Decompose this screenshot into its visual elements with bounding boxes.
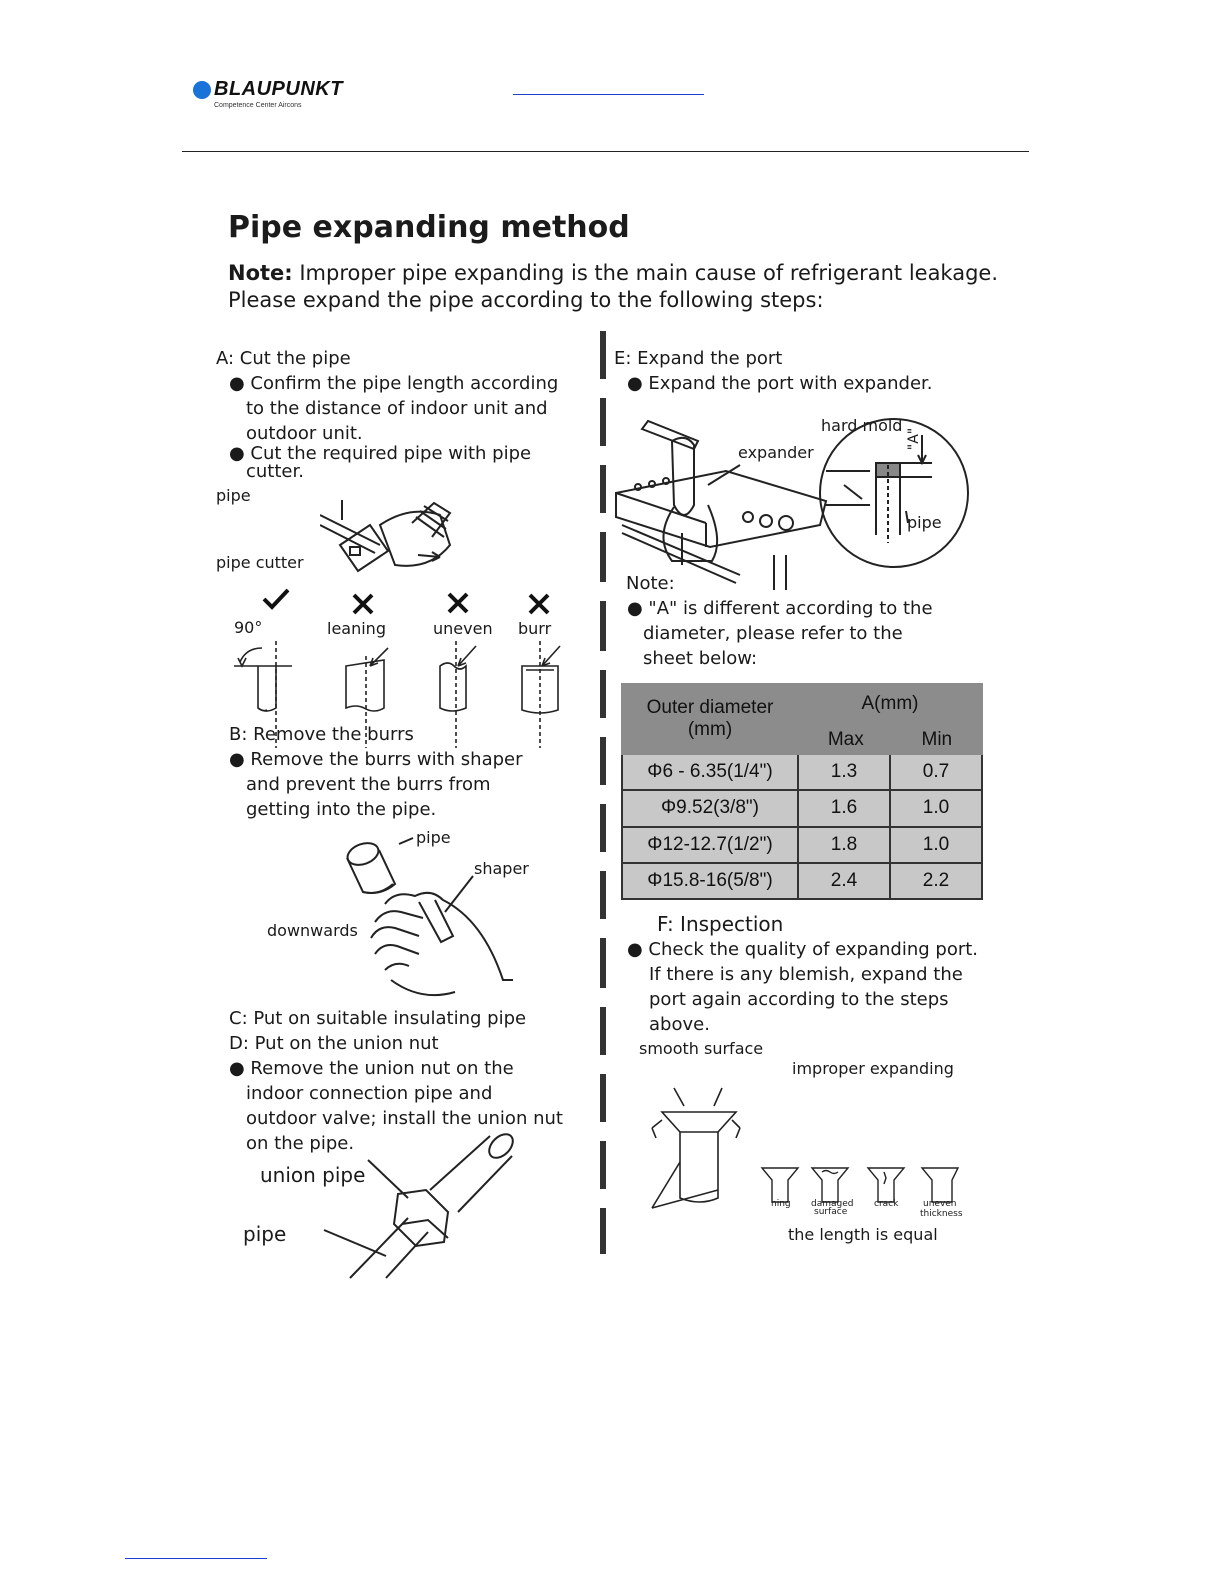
brand-logo: BLAUPUNKT — [214, 78, 343, 100]
table-row — [622, 790, 982, 826]
cell-max: 1.6 — [798, 790, 890, 826]
label-downwards: downwards — [267, 921, 358, 940]
step-b-title: B: Remove the burrs — [229, 724, 414, 745]
table-row — [622, 827, 982, 863]
cross-icon-uneven — [446, 591, 470, 615]
step-f-bullet1-l3: port again according to the steps — [649, 989, 949, 1010]
column-divider — [600, 532, 606, 582]
union-nut-illustration — [290, 1130, 525, 1280]
note-label: Note: — [228, 261, 293, 285]
label-defect-damaged: damaged — [811, 1199, 854, 1209]
expanding-dimension-table — [621, 683, 983, 900]
table-row — [622, 863, 982, 899]
step-d-title: D: Put on the union nut — [229, 1033, 439, 1054]
step-a-title: A: Cut the pipe — [216, 348, 351, 369]
step-e-note-title: Note: — [626, 573, 675, 594]
label-defect-surface: surface — [814, 1207, 848, 1217]
step-a-bullet2-l2: cutter. — [246, 461, 304, 482]
cell-min: 0.7 — [890, 754, 982, 790]
cell-max: 1.3 — [798, 754, 890, 790]
intro-note — [228, 263, 998, 284]
label-burr: burr — [518, 619, 552, 638]
column-divider — [600, 601, 606, 651]
step-a-bullet1-l1: ● Confirm the pipe length according — [229, 373, 559, 394]
column-divider — [600, 737, 606, 785]
cell-min: 1.0 — [890, 790, 982, 826]
column-divider — [600, 1141, 606, 1189]
label-pipe-e: pipe — [907, 513, 942, 532]
label-defect-crack: crack — [874, 1199, 899, 1209]
check-icon — [262, 588, 290, 610]
column-divider — [600, 1208, 606, 1254]
cell-min: 2.2 — [890, 863, 982, 899]
footer-link-underline[interactable] — [125, 1558, 267, 1559]
label-90-degrees: 90° — [234, 618, 263, 637]
header-min: Min — [921, 729, 953, 750]
step-b-bullet1-l2: and prevent the burrs from — [246, 774, 491, 795]
label-uneven: uneven — [433, 619, 493, 638]
label-smooth-surface: smooth surface — [639, 1039, 764, 1058]
expander-illustration — [612, 415, 972, 590]
label-union-pipe: union pipe — [260, 1163, 366, 1187]
label-defect-thickness: thickness — [920, 1209, 963, 1219]
label-pipe-b: pipe — [416, 828, 451, 847]
intro-note-line2: Please expand the pipe according to the following steps: — [228, 288, 824, 312]
header-outer-diameter-label: Outer diameter — [646, 697, 774, 718]
step-a-bullet1-l2: to the distance of indoor unit and — [246, 398, 548, 419]
cell-diameter: Φ12-12.7(1/2") — [622, 827, 798, 863]
brand-logo-dot — [193, 81, 211, 99]
step-d-bullet1-l3: outdoor valve; install the union nut — [246, 1108, 563, 1129]
step-f-bullet1-l4: above. — [649, 1014, 710, 1035]
brand-tagline: Competence Center Aircons — [214, 102, 302, 109]
improper-flare-illustrations — [760, 1164, 970, 1204]
label-leaning: leaning — [327, 619, 386, 638]
step-e-note-l3: sheet below: — [643, 648, 758, 669]
label-length-equal: the length is equal — [788, 1225, 938, 1244]
page-title: Pipe expanding method — [228, 210, 630, 245]
header-a-mm — [798, 684, 982, 754]
label-pipe-a: pipe — [216, 486, 251, 505]
cell-min: 1.0 — [890, 827, 982, 863]
column-divider — [600, 670, 606, 718]
smooth-flare-illustration — [644, 1082, 754, 1212]
label-improper-expanding: improper expanding — [792, 1059, 954, 1078]
shaper-hand-illustration — [335, 830, 515, 1000]
label-shaper: shaper — [474, 859, 529, 878]
label-a: "A" — [906, 427, 923, 451]
header-max: Max — [827, 729, 864, 750]
column-divider — [600, 1074, 606, 1122]
label-expander: expander — [738, 443, 814, 462]
step-a-bullet2-l1: ● Cut the required pipe with pipe — [229, 443, 532, 464]
label-defect-ning: ning — [771, 1199, 791, 1209]
column-divider — [600, 465, 606, 513]
cross-icon-burr — [527, 592, 551, 616]
step-e-bullet1: ● Expand the port with expander. — [627, 373, 933, 394]
column-divider — [600, 804, 606, 852]
header-outer-diameter — [622, 684, 798, 754]
cell-max: 2.4 — [798, 863, 890, 899]
step-a-bullet1-l3: outdoor unit. — [246, 423, 363, 444]
label-pipe-d: pipe — [243, 1222, 287, 1246]
cell-diameter: Φ15.8-16(5/8") — [622, 863, 798, 899]
header-divider — [182, 151, 1029, 152]
step-c-title: C: Put on suitable insulating pipe — [229, 1008, 527, 1029]
column-divider — [600, 331, 606, 379]
step-d-bullet1-l4: on the pipe. — [246, 1133, 355, 1154]
step-e-title: E: Expand the port — [614, 348, 783, 369]
step-e-note-l2: diameter, please refer to the — [643, 623, 903, 644]
cell-diameter: Φ9.52(3/8") — [622, 790, 798, 826]
cross-icon-leaning — [351, 592, 375, 616]
step-f-title: F: Inspection — [657, 912, 784, 936]
column-divider — [600, 1007, 606, 1055]
column-divider — [600, 871, 606, 919]
header-outer-diameter-unit: (mm) — [687, 719, 733, 740]
cell-diameter: Φ6 - 6.35(1/4") — [622, 754, 798, 790]
label-hard-mold: hard mold — [821, 416, 903, 435]
column-divider — [600, 938, 606, 988]
header-link-underline[interactable] — [513, 94, 704, 95]
step-f-bullet1-l1: ● Check the quality of expanding port. — [627, 939, 979, 960]
step-d-bullet1-l2: indoor connection pipe and — [246, 1083, 493, 1104]
note-text: Improper pipe expanding is the main cause of refrigerant leakage. — [292, 261, 999, 285]
label-pipe-cutter: pipe cutter — [216, 553, 304, 572]
step-b-bullet1-l1: ● Remove the burrs with shaper — [229, 749, 523, 770]
step-e-note-l1: ● "A" is different according to the — [627, 598, 933, 619]
cell-max: 1.8 — [798, 827, 890, 863]
table-row — [622, 754, 982, 790]
pipe-cutter-illustration — [320, 495, 460, 580]
column-divider — [600, 398, 606, 446]
step-d-bullet1-l1: ● Remove the union nut on the — [229, 1058, 514, 1079]
label-defect-uneven: uneven — [923, 1199, 957, 1209]
step-b-bullet1-l3: getting into the pipe. — [246, 799, 437, 820]
header-a-mm-label: A(mm) — [861, 693, 919, 714]
step-f-bullet1-l2: If there is any blemish, expand the — [649, 964, 963, 985]
